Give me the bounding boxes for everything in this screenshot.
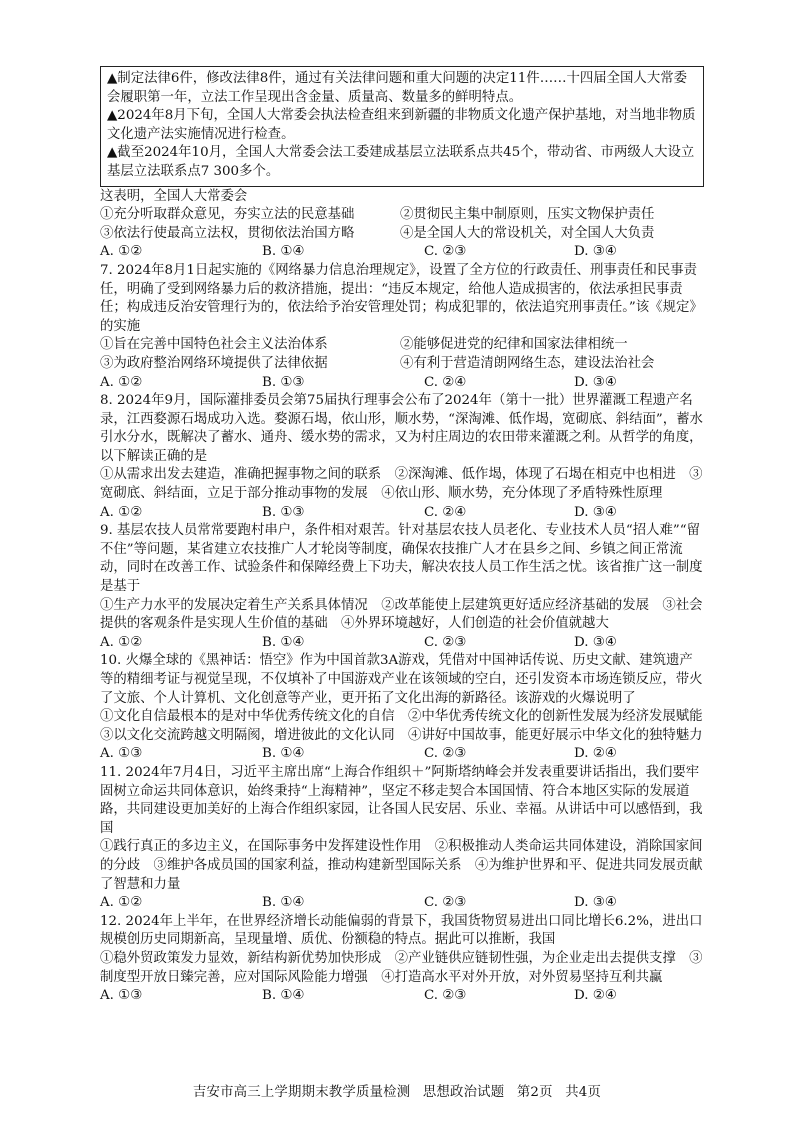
answer-b: B. ①④ [262, 244, 305, 260]
question-10-stem: 10. 火爆全球的《黑神话：悟空》作为中国首款3A游戏，凭借对中国神话传说、历史文献、建筑遗产等的精细考证与视觉呈现，不仅填补了中国游戏产业在该领域的空白，还引发资本市场连锁反应，带火了文旅、个人计算机、文化创意等产业，更开拓了文化出海的新路径。该游戏的火爆说明了 [100, 653, 703, 706]
answer-b: B. ①③ [262, 504, 305, 520]
answer-b: B. ①④ [262, 634, 305, 650]
answer-d: D. ③④ [574, 374, 617, 390]
question-8-options: ①从需求出发去建造，准确把握事物之间的联系 ②深淘滩、低作堨，体现了石堨在相克中也相进 ③宽砌底、斜结面，立足于部分推动事物的发展 ④依山形、顺水势，充分体现了矛盾特殊性原理 [100, 467, 703, 502]
answer-a: A. ①② [100, 504, 143, 520]
answer-c: C. ②④ [424, 374, 467, 390]
option-2: ②贯彻民主集中制原则，压实文物保护责任 [400, 207, 655, 223]
answer-c: C. ②③ [424, 895, 467, 911]
option-1: ①旨在完善中国特色社会主义法治体系 [100, 337, 328, 353]
question-10 [100, 652, 716, 764]
material-line-1: ▲制定法律6件，修改法律8件，通过有关法律问题和重大问题的决定11件……十四届全国人大常委会履职第一年，立法工作呈现出含金量、质量高、数量多的鲜明特点。 [107, 71, 687, 105]
question-7-options [100, 336, 704, 373]
answer-b: B. ①③ [262, 374, 305, 390]
subject-title: 思想政治试题 [422, 1085, 505, 1100]
answer-a: A. ①② [100, 244, 143, 260]
option-3: ③为政府整治网络环境提供了法律依据 [100, 355, 328, 371]
question-8 [100, 392, 704, 522]
question-7-stem: 7. 2024年8月1日起实施的《网络暴力信息治理规定》，设置了全方位的行政责任、刑事责任和民事责任，明确了受到网络暴力后的救济措施，提出：“违反本规定，给他人造成损害的，依法承担民事责任；构成违反治安管理行为的，依法给予治安管理处罚；构成犯罪的，依法追究刑事责任。”该《规定》的实施 [100, 262, 703, 334]
question-6-answers [100, 243, 704, 262]
option-3: ③依法行使最高立法权，贯彻依法治国方略 [100, 225, 355, 241]
answer-d: D. ③④ [574, 504, 617, 520]
answer-b: B. ①④ [262, 988, 305, 1004]
answer-d: D. ②④ [574, 746, 617, 762]
question-9-stem: 9. 基层农技人员常常要跑村串户，条件相对艰苦。针对基层农技人员老化、专业技术人员“招人难”“留不住”等问题，某省建立农技推广人才轮岗等制度，确保农技推广人才在县乡之间、乡镇之间正常流动，同时在改善工作、试验条件和保障经费上下功夫，解决农技人员工作生活之忧。该省推广这一制度是基于 [100, 523, 703, 595]
material-line-3: ▲截至2024年10月，全国人大常委会法工委建成基层立法联系点共45个，带动省、市两级人大设立基层立法联系点7 300多个。 [107, 145, 695, 179]
question-6-options [100, 206, 704, 243]
answer-d: D. ②④ [574, 988, 617, 1004]
answer-a: A. ①③ [100, 746, 143, 762]
question-12 [100, 913, 704, 1006]
exam-page [100, 66, 716, 1006]
option-2: ②能够促进党的纪律和国家法律相统一 [400, 337, 628, 353]
answer-a: A. ①② [100, 895, 143, 911]
question-11 [100, 764, 704, 913]
question-8-stem: 8. 2024年9月，国际灌排委员会第75届执行理事会公布了2024年（第十一批）世界灌溉工程遗产名录，江西婺源石堨成功入选。婺源石堨，依山形，顺水势，“深淘滩、低作堨，宽砌底、斜结面”，蓄水引水分水，既解决了蓄水、通舟、缓水势的需求，又为村庄周边的农田带来灌溉之利。从哲学的角度，以下解读正确的是 [100, 393, 703, 464]
question-11-answers [100, 894, 704, 913]
option-4: ④有利于营造清朗网络生态，建设法治社会 [400, 355, 655, 371]
question-6 [100, 188, 704, 262]
question-7 [100, 262, 704, 392]
material-box [100, 66, 704, 187]
question-9 [100, 522, 704, 652]
answer-c: C. ②③ [424, 244, 467, 260]
question-10-options: ①文化自信最根本的是对中华优秀传统文化的自信 ②中华优秀传统文化的创新性发展为经济发展赋能 ③以文化交流跨越文明隔阂，增进彼此的文化认同 ④讲好中国故事，能更好展示中华文化的独特魅力 [100, 709, 716, 743]
question-12-answers [100, 987, 704, 1006]
answer-a: A. ①② [100, 374, 143, 390]
answer-d: D. ③④ [574, 634, 617, 650]
question-10-answers [100, 745, 704, 764]
page-total: 共4页 [565, 1085, 602, 1100]
option-4: ④是全国人大的常设机关，对全国人大负责 [400, 225, 655, 241]
question-9-options: ①生产力水平的发展决定着生产关系具体情况 ②改革能使上层建筑更好适应经济基础的发展 ③社会提供的客观条件是实现人生价值的基础 ④外界环境越好，人们创造的社会价值就越大 [100, 597, 703, 632]
page-footer [0, 1084, 794, 1103]
question-7-answers [100, 374, 704, 393]
question-6-stem: 这表明，全国人大常委会 [100, 188, 248, 204]
question-12-options: ①稳外贸政策发力显效，新结构新优势加快形成 ②产业链供应链韧性强，为企业走出去提供支撑 ③制度型开放日臻完善，应对国际风险能力增强 ④打造高水平对外开放，对外贸易坚持互利共赢 [100, 950, 703, 985]
question-11-stem: 11. 2024年7月4日，习近平主席出席“上海合作组织＋”阿斯塔纳峰会并发表重要讲话指出，我们要牢固树立命运共同体意识，始终秉持“上海精神”，坚定不移走契合本国国情、符合本地区实际的发展道路，共同建设更加美好的上海合作组织家园，让各国人民安居、乐业、幸福。从讲话中可以感悟到，我国 [100, 764, 703, 836]
answer-a: A. ①③ [100, 988, 143, 1004]
answer-c: C. ②③ [424, 634, 467, 650]
option-1: ①充分听取群众意见，夯实立法的民意基础 [100, 207, 355, 223]
answer-d: D. ③④ [574, 895, 617, 911]
material-line-2: ▲2024年8月下旬，全国人大常委会执法检查组来到新疆的非物质文化遗产保护基地，对当地非物质文化遗产法实施情况进行检查。 [107, 108, 696, 142]
answer-b: B. ①④ [262, 895, 305, 911]
answer-c: C. ②③ [424, 746, 467, 762]
question-8-answers [100, 504, 704, 523]
answer-a: A. ①② [100, 634, 143, 650]
question-9-answers [100, 634, 704, 653]
question-12-stem: 12. 2024年上半年，在世界经济增长动能偏弱的背景下，我国货物贸易进出口同比增长6.2%，进出口规模创历史同期新高，呈现量增、质优、份额稳的特点。据此可以推断，我国 [100, 913, 703, 948]
page-number: 第2页 [516, 1085, 553, 1100]
question-11-options: ①践行真正的多边主义，在国际事务中发挥建设性作用 ②积极推动人类命运共同体建设，消除国家间的分歧 ③维护各成员国的国家利益，推动构建新型国际关系 ④为维护世界和平、促进共同发展贡献了智慧和力量 [100, 839, 703, 892]
answer-d: D. ③④ [574, 244, 617, 260]
answer-c: C. ②④ [424, 504, 467, 520]
exam-title: 吉安市高三上学期期末教学质量检测 [192, 1085, 411, 1100]
answer-b: B. ①④ [262, 746, 305, 762]
answer-c: C. ②③ [424, 988, 467, 1004]
